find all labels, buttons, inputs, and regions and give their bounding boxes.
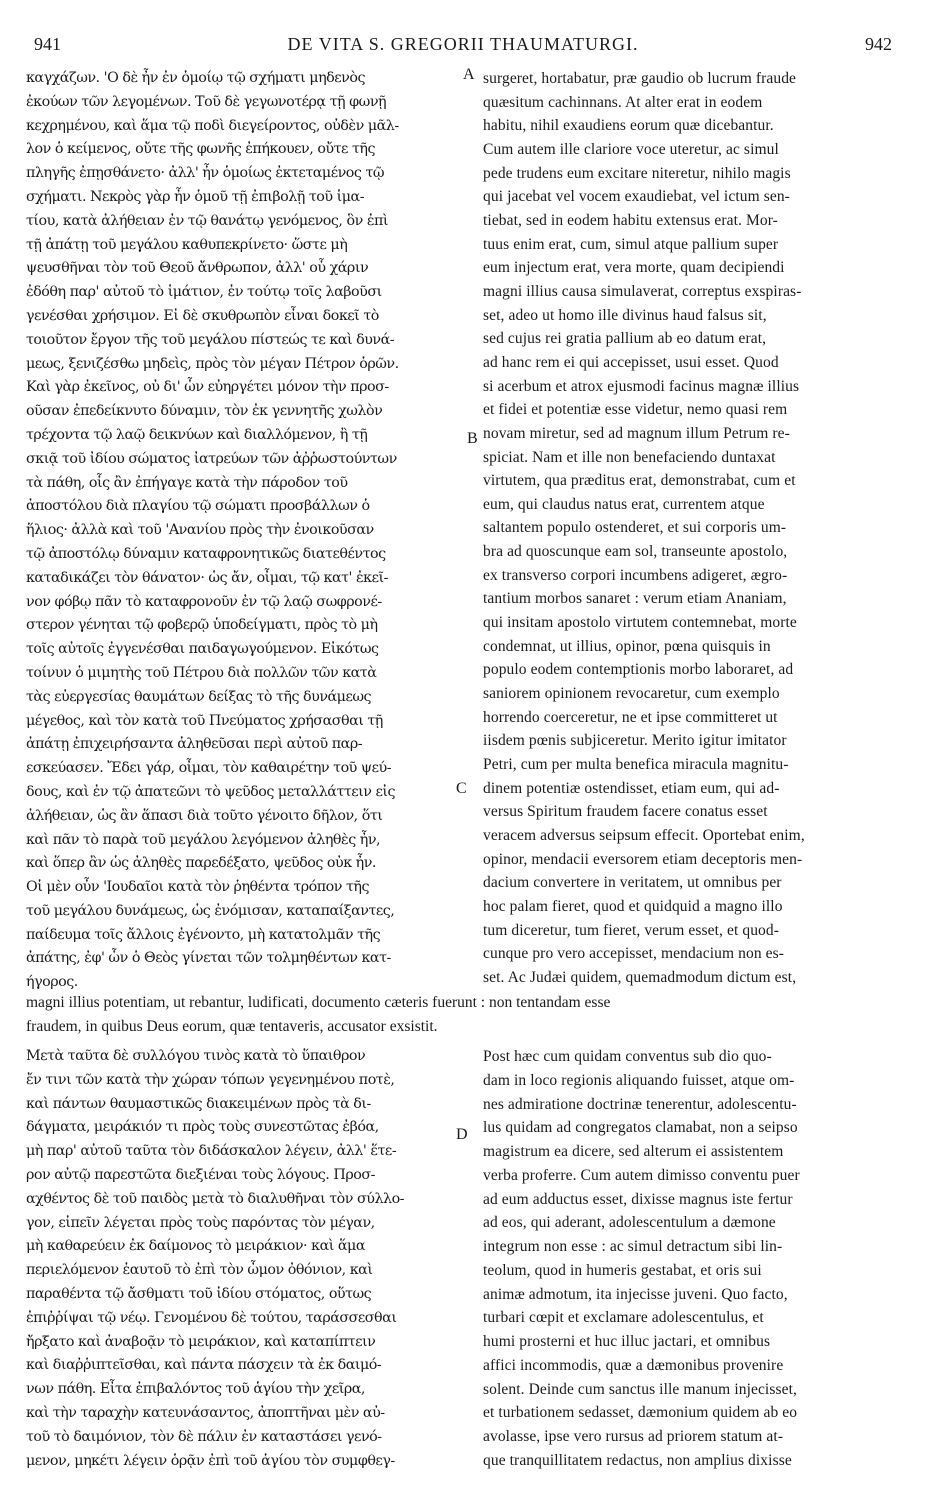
page-number-left: 941 [34,34,61,54]
greek-column-section-1: καγχάζων. 'Ο δὲ ἦν ἐν ὁμοίῳ τῷ σχήματι μηδενὸς ἐκούων τῶν λεγομένων. Τοῦ δὲ γεγωνοτέρᾳ τῇ φωνῇ κεχρημένου, καὶ ἅμα τῷ ποδὶ διεγείροντος, οὐδὲν μᾶλ- λον ὁ κείμενος, οὔτε τῆς φωνῆς ἐπήκουεν, οὔτε τῆς πληγῆς ἐπῃσθάνετο· ἀλλ' ἦν ὁμοίως ἐκτεταμένος τῷ σχήματι. Νεκρὸς γὰρ ἦν ὁμοῦ τῇ ἐπιβολῇ τοῦ ἱμα- τίου, κατὰ ἀλήθειαν ἐν τῷ θανάτῳ γενόμενος, ὃν ἐπὶ τῇ ἀπάτῃ τοῦ μεγάλου καθυπεκρίνετο· ὥστε μὴ ψευσθῆναι τὸν τοῦ Θεοῦ ἄνθρωπον, ἀλλ' οὗ χάριν ἐδόθη παρ' αὐτοῦ τὸ ἱμάτιον, ἐν τούτῳ τοῖς λαβοῦσι γενέσθαι χρήσιμον. Εἰ δὲ σκυθρωπὸν εἶναι δοκεῖ τὸ τοιοῦτον ἔργον τῆς τοῦ μεγάλου πίστεώς τε καὶ δυνά- μεως, ξενιζέσθω μηδεὶς, πρὸς τὸν μέγαν Πέτρον ὁρῶν. Καὶ γὰρ ἐκεῖνος, οὐ δι' ὧν εὐηργέτει μόνον τὴν προσ- οῦσαν ἐπεδείκνυτο δύναμιν, τὸν ἐκ γεννητῆς χωλὸν τρέχοντα τῷ λαῷ δεικνύων καὶ διαλλόμενον, ἢ τῇ σκιᾷ τοῦ ἰδίου σώματος ἰατρεύων τῶν ἀῤῥωστούντων τὰ πάθη, οἷς ἂν ἐπήγαγε κατὰ τὴν πάροδον τοῦ ἀποστόλου διὰ πλαγίου τῷ σώματι προσβάλλων ὁ ἥλιος· ἀλλὰ καὶ τοῦ 'Ανανίου πρὸς τὴν ἐνοικοῦσαν τῷ ἀποστόλῳ δύναμιν καταφρονητικῶς διατεθέντος καταδικάζει τὸν θάνατον· ὡς ἄν, οἶμαι, τῷ κατ' ἐκεῖ- νον φόβῳ πᾶν τὸ καταφρονοῦν ἐν τῷ λαῷ σωφρονέ- στερον γένηται τῷ φοβερῷ ὑποδείγματι, πρὸς τὸ μὴ τοῖς αὐτοῖς ἐγγενέσθαι παιδαγωγούμενον. Εἰκότως τοίνυν ὁ μιμητὴς τοῦ Πέτρου διὰ πολλῶν τῶν κατὰ τὰς εὐεργεσίας θαυμάτων δείξας τὸ τῆς δυνάμεως μέγεθος, καὶ τὸν κατὰ τοῦ Πνεύματος χρήσασθαι τῇ ἀπάτῃ ἐπιχειρήσαντα ἀληθεῦσαι περὶ αὐτοῦ παρ- εσκεύασεν. Ἔδει γάρ, οἶμαι, τὸν καθαιρέτην τοῦ ψεύ- δους, καὶ ἐν τῷ ἀπατεῶνι τὸ ψεῦδος μεταλλάττειν εἰς ἀλήθειαν, ὡς ἂν ἅπασι διὰ τοῦτο γένοιτο δῆλον, ὅτι καὶ πᾶν τὸ παρὰ τοῦ μεγάλου λεγόμενον ἀληθὲς ἦν, καὶ ὅπερ ἂν ὡς ἀληθὲς παρεδέξατο, ψεῦδος οὐκ ἦν. Οἱ μὲν οὖν 'Ιουδαῖοι κατὰ τὸν ῥηθέντα τρόπον τῆς τοῦ μεγάλου δυνάμεως, ὡς ἐνόμισαν, καταπαίξαντες, παίδευμα τοῖς ἄλλοις ἐγένοντο, μὴ κατατολμᾶν τῆς ἀπάτης, ἐφ' ὧν ὁ Θεὸς γίνεται τῶν τολμηθέντων κατ- ήγορος. [26,70,399,991]
running-title: DE VITA S. GREGORII THAUMATURGI. [287,34,639,54]
page-number-right: 942 [865,34,892,54]
margin-marker-c: C [456,780,467,797]
margin-marker-d: D [456,1126,468,1143]
margin-marker-a: A [463,66,475,83]
latin-column-section-2: Post hæc cum quidam conventus sub dio quo- dam in loco regionis aliquando fuisset, atque om- nes admiratione doctrinæ tenerentur, adolescentu- lus quidam ad congregatos clamabat, non a seipso magistrum ea dicere, sed alterum ei assistentem verba proferre. Cum autem dimisso conventu puer ad eum adductus esset, dixisse magnus iste fertur ad eos, qui aderant, adolescentulum a dæmone integrum non esse : ac simul detractum sibi lin- teolum, quod in humeris gestabat, et oris sui animæ admotum, ita injecisse juveni. Quo facto, turbari cœpit et exclamare adolescentulus, et humi prosterni et huc illuc jactari, et omnibus affici incommodis, quæ a dæmonibus provenire solent. Deinde cum sanctus ille manum injecisset, et turbationem sedasset, dæmonium quidem ab eo avolasse, ipse vero rursus ad priorem statum at- que tranquillitatem redactus, non amplius dixisse [483,1048,800,1469]
latin-column-section-1: surgeret, hortabatur, præ gaudio ob lucrum fraude quæsitum cachinnans. At alter erat in eodem habitu, nihil exaudiens eorum quæ dicebantur. Cum autem ille clariore voce uteretur, ac simul pede trudens eum excitare niteretur, nihilo magis qui jacebat vel vocem exaudiebat, vel ictum sen- tiebat, sed in eodem habitu extensus erat. Mor- tuus enim erat, cum, simul atque pallium super eum injectum erat, vera morte, quam decipiendi magni illius causa simulaverat, correptus exspiras- set, adeo ut homo ille divinus haud falsus sit, sed cujus rei gratia pallium ab eo datum erat, ad hanc rem ei qui accepisset, usui esset. Quod si acerbum et atrox ejusmodi facinus magnæ illius et fidei et potentiæ esse videtur, nemo quasi rem novam miretur, sed ad magnum illum Petrum re- spiciat. Nam et ille non benefaciendo duntaxat virtutem, qua præditus erat, demonstrabat, cum et eum, qui claudus natus erat, currentem atque saltantem populo ostenderet, et sui corporis um- bra ad quoscunque eam sol, transeunte apostolo, ex transverso corpori incumbens adigeret, ægro- tantium morbos sanaret : verum etiam Ananiam, qui insitam apostolo virtutem contemnebat, morte condemnat, ut illius, opinor, pœna quisquis in populo eodem contemptionis morbo laboraret, ad saniorem opinionem revocaretur, cum exemplo horrendo coerceretur, ne et ipse committeret ut iisdem pœnis subjiceretur. Merito igitur imitator Petri, cum per multa benefica miracula magnitu- dinem potentiæ ostendisset, etiam eum, qui ad- versus Spiritum fraudem facere conatus esset veracem adversus seipsum effecit. Oportebat enim, opinor, mendacii eversorem etiam deceptoris men- dacium convertere in veritatem, ut omnibus per hoc palam fieret, quod et quidquid a magno illo tum diceretur, tum fieret, verum esset, et quod- cunque pro vero accepisset, mendacium non es- set. Ac Judæi quidem, quemadmodum dictum est, [483,70,805,986]
margin-marker-b: B [467,430,478,447]
full-width-paragraph: magni illius potentiam, ut rebantur, ludificati, documento cæteris fuerunt : non tentandam esse fraudem, in quibus Deus eorum, quæ tentaveris, accusator exsistit. [26,994,611,1035]
greek-column-section-2: Μετὰ ταῦτα δὲ συλλόγου τινὸς κατὰ τὸ ὕπαιθρον ἔν τινι τῶν κατὰ τὴν χώραν τόπων γεγενημένου ποτὲ, καὶ πάντων θαυμαστικῶς διακειμένων πρὸς τὰ δι- δάγματα, μειράκιόν τι πρὸς τοὺς συνεστῶτας ἐβόα, μὴ παρ' αὐτοῦ ταῦτα τὸν διδάσκαλον λέγειν, ἀλλ' ἕτε- ρον αὐτῷ παρεστῶτα διεξιέναι τοὺς λόγους. Προσ- αχθέντος δὲ τοῦ παιδὸς μετὰ τὸ διαλυθῆναι τὸν σύλλο- γον, εἰπεῖν λέγεται πρὸς τοὺς παρόντας τὸν μέγαν, μὴ καθαρεύειν ἐκ δαίμονος τὸ μειράκιον· καὶ ἅμα περιελόμενον ἑαυτοῦ τὸ ἐπὶ τὸν ὦμον ὀθόνιον, καὶ παραθέντα τῷ ἄσθματι τοῦ ἰδίου στόματος, οὕτως ἐπιῤῥίψαι τῷ νέῳ. Γενομένου δὲ τούτου, ταράσσεσθαι ἤρξατο καὶ ἀναβοᾷν τὸ μειράκιον, καὶ καταπίπτειν καὶ διαῤῥιπτεῖσθαι, καὶ πάντα πάσχειν τὰ ἐκ δαιμό- νων πάθη. Εἶτα ἐπιβαλόντος τοῦ ἁγίου τὴν χεῖρα, καὶ τὴν ταραχὴν κατευνάσαντος, ἀποπτῆναι μὲν αὐ- τοῦ τὸ δαιμόνιον, τὸν δὲ πάλιν ἐν καταστάσει γενό- μενον, μηκέτι λέγειν ὁρᾷν ἐπὶ τοῦ ἁγίου τὸν συμφθεγ- [26,1048,405,1469]
running-header [28,34,898,58]
